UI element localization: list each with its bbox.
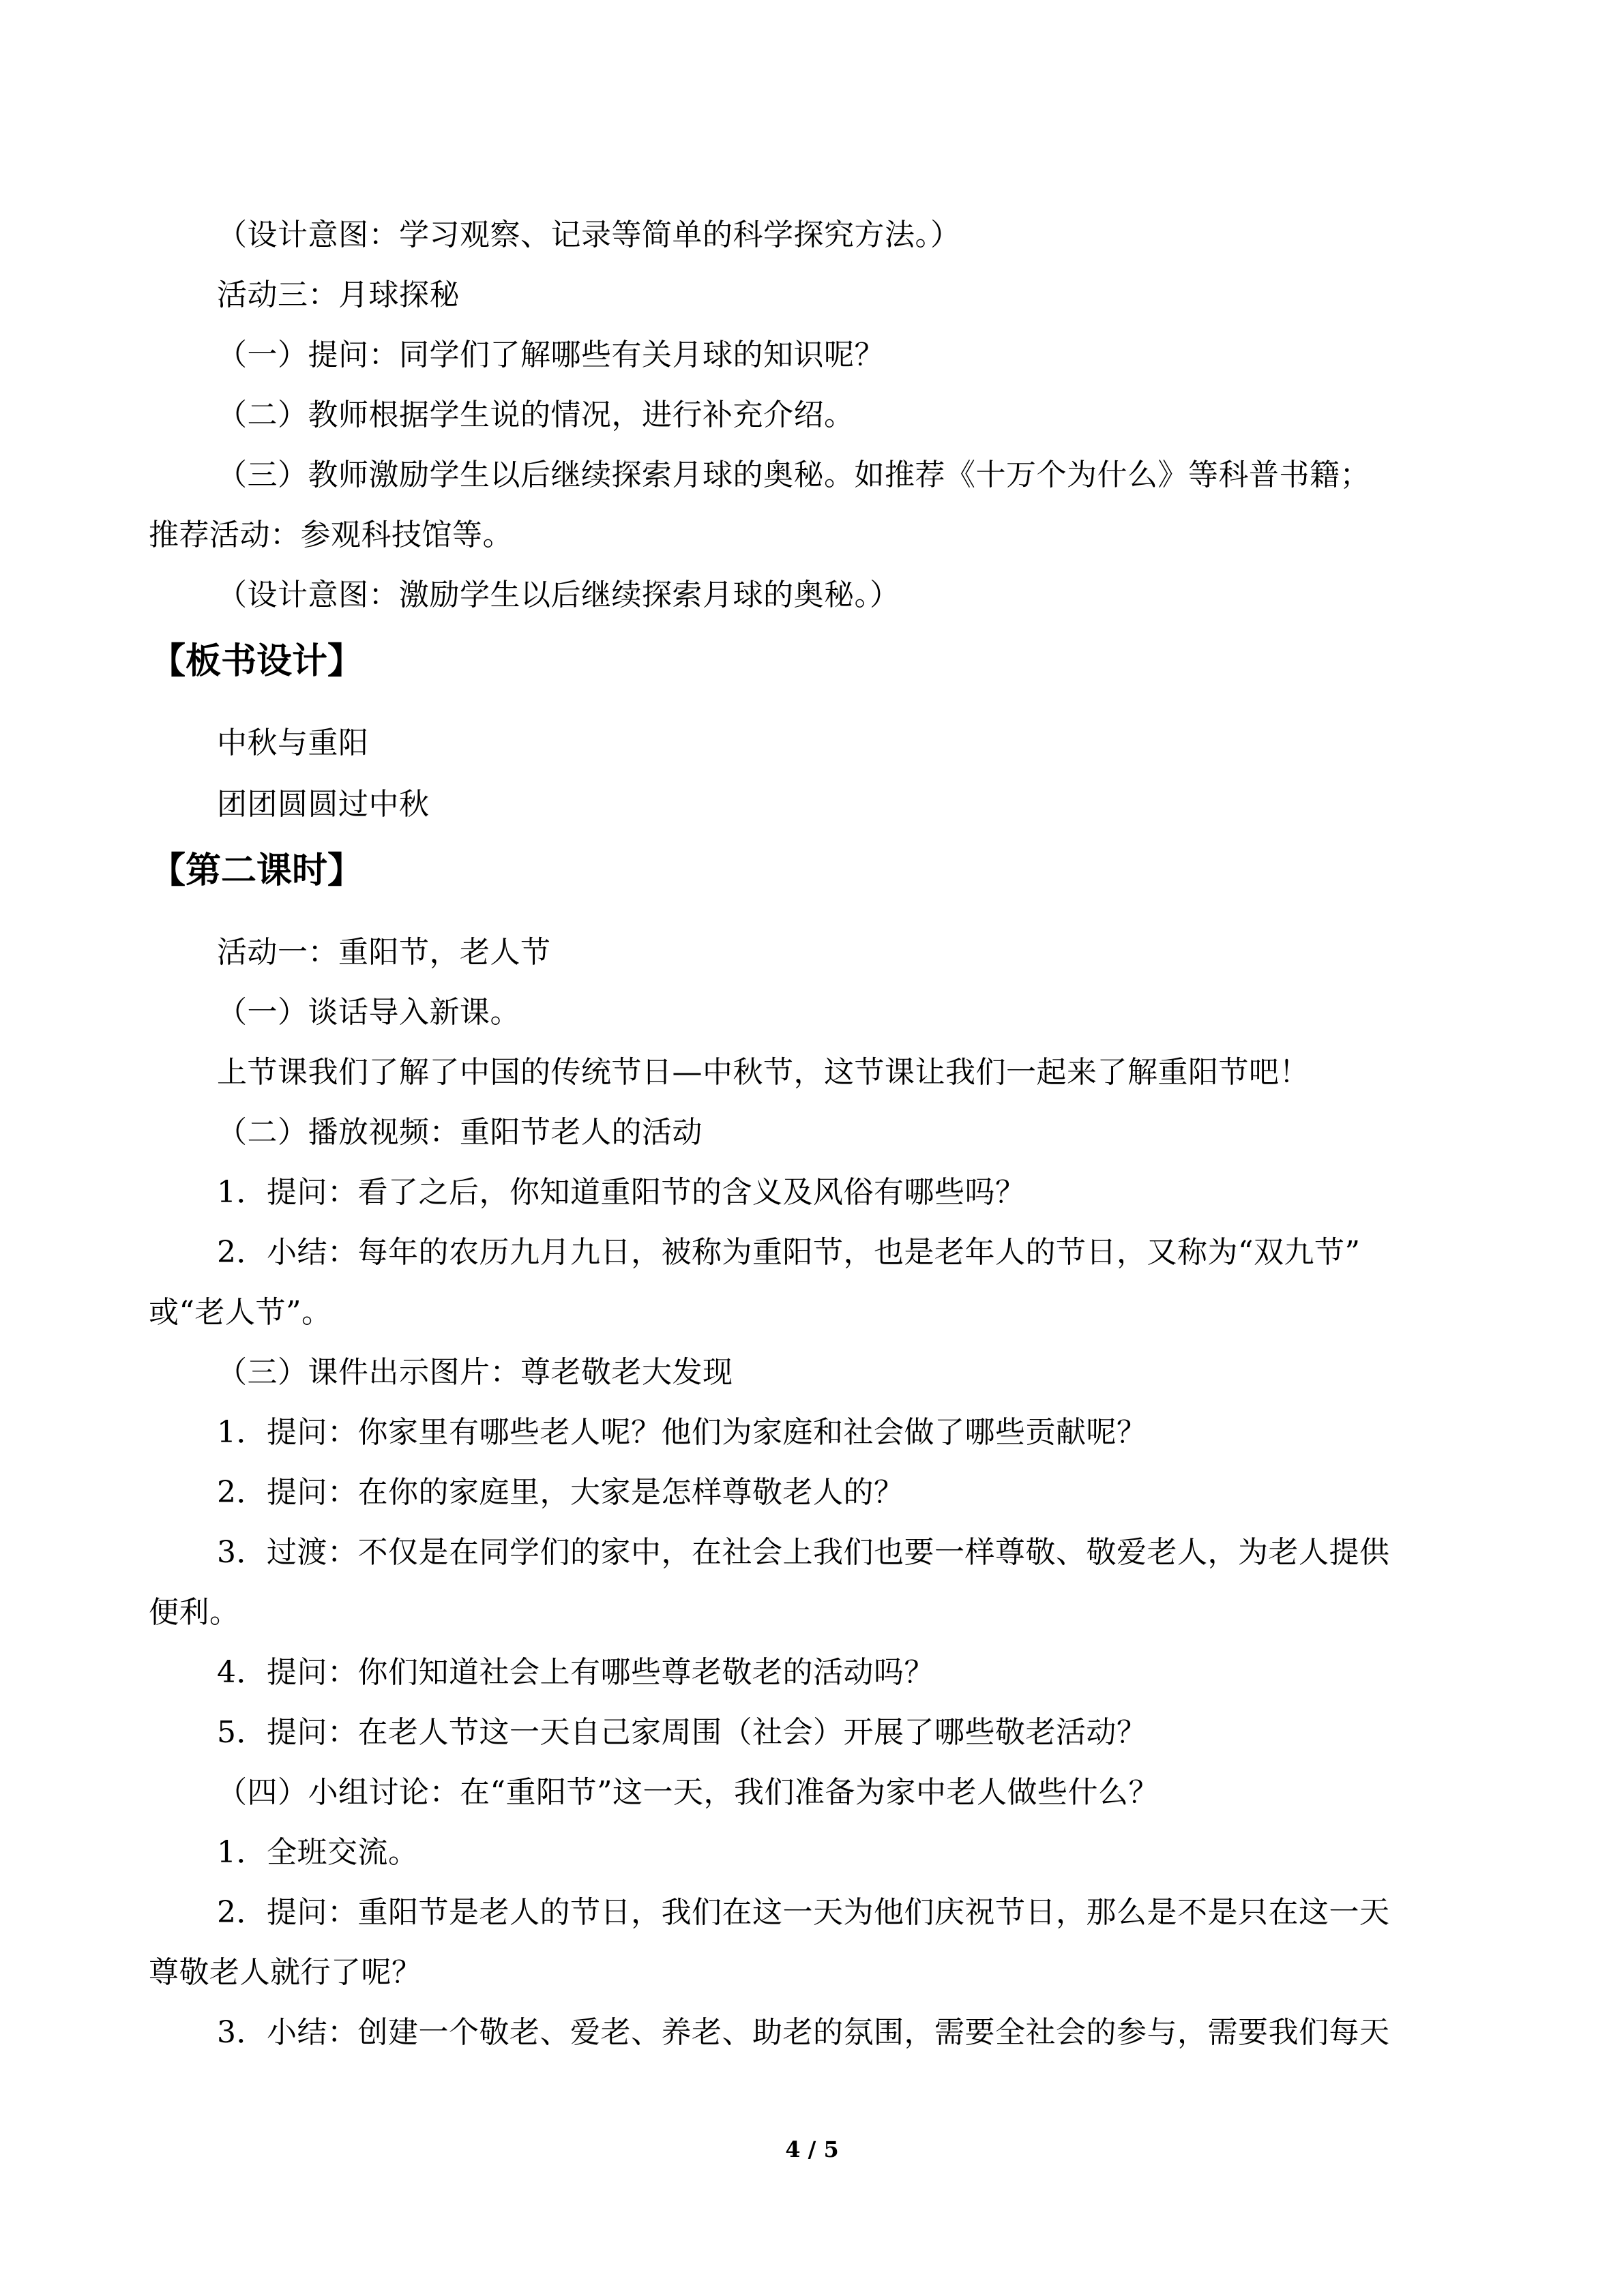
design-intent-2: （设计意图：激励学生以后继续探索月球的奥秘。）	[217, 578, 900, 612]
board-line-1: 中秋与重阳	[217, 726, 369, 760]
step-4-item-1: 1．全班交流。	[217, 1835, 419, 1870]
step-2-item-2-cont: 或“老人节”。	[149, 1295, 332, 1330]
step-4-item-2: 2．提问：重阳节是老人的节日，我们在这一天为他们庆祝节日，那么是不是只在这一天	[217, 1895, 1390, 1930]
step-4-item-3: 3．小结：创建一个敬老、爱老、养老、助老的氛围，需要全社会的参与，需要我们每天	[217, 2015, 1390, 2050]
activity-1-step-2: （二）播放视频：重阳节老人的活动	[217, 1115, 703, 1150]
activity-3-step-3-cont: 推荐活动：参观科技馆等。	[149, 518, 513, 552]
activity-1-title: 活动一：重阳节，老人节	[217, 935, 551, 970]
step-3-item-3-cont: 便利。	[149, 1595, 240, 1630]
activity-1-step-1: （一）谈话导入新课。	[217, 995, 520, 1030]
activity-1-intro: 上节课我们了解了中国的传统节日—中秋节，这节课让我们一起来了解重阳节吧！	[217, 1055, 1310, 1090]
page-number: 4 / 5	[785, 2136, 839, 2162]
step-3-item-3: 3．过渡：不仅是在同学们的家中，在社会上我们也要一样尊敬、敬爱老人，为老人提供	[217, 1535, 1390, 1570]
activity-1-step-4: （四）小组讨论：在“重阳节”这一天，我们准备为家中老人做些什么？	[217, 1775, 1159, 1810]
activity-3-step-3: （三）教师激励学生以后继续探索月球的奥秘。如推荐《十万个为什么》等科普书籍；	[217, 458, 1370, 492]
step-3-item-4: 4．提问：你们知道社会上有哪些尊老敬老的活动吗？	[217, 1655, 934, 1690]
board-line-2: 团团圆圆过中秋	[217, 787, 430, 822]
step-3-item-1: 1．提问：你家里有哪些老人呢？他们为家庭和社会做了哪些贡献呢？	[217, 1415, 1147, 1450]
design-intent-1: （设计意图：学习观察、记录等简单的科学探究方法。）	[217, 218, 961, 252]
activity-3-title: 活动三：月球探秘	[217, 278, 460, 312]
step-3-item-5: 5．提问：在老人节这一天自己家周围（社会）开展了哪些敬老活动？	[217, 1715, 1147, 1750]
step-2-item-2: 2．小结：每年的农历九月九日，被称为重阳节，也是老年人的节日，又称为“双九节”	[217, 1235, 1361, 1270]
section-heading-board-design: 【板书设计】	[150, 641, 364, 682]
activity-1-step-3: （三）课件出示图片：尊老敬老大发现	[217, 1355, 733, 1390]
step-4-item-2-cont: 尊敬老人就行了呢？	[149, 1955, 422, 1990]
step-2-item-1: 1．提问：看了之后，你知道重阳节的含义及风俗有哪些吗？	[217, 1175, 1026, 1210]
step-3-item-2: 2．提问：在你的家庭里，大家是怎样尊敬老人的？	[217, 1475, 904, 1510]
activity-3-step-1: （一）提问：同学们了解哪些有关月球的知识呢？	[217, 338, 885, 372]
activity-3-step-2: （二）教师根据学生说的情况，进行补充介绍。	[217, 398, 855, 432]
section-heading-second-lesson: 【第二课时】	[150, 850, 364, 891]
